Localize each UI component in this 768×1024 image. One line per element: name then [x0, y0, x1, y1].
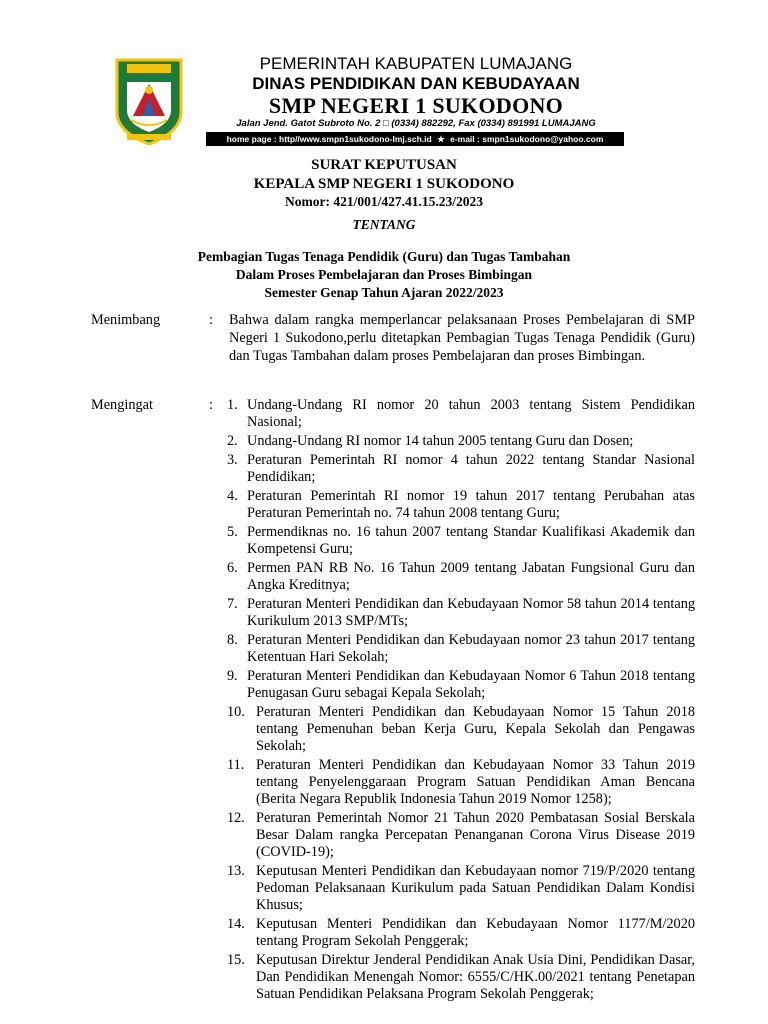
mengingat-label: Mengingat — [91, 397, 153, 413]
legal-basis-list — [227, 397, 695, 1005]
email-text: e-mail : smpn1sukodono@yahoo.com — [450, 134, 604, 144]
list-item: 11. Peraturan Menteri Pendidikan dan Kebudayaan Nomor 33 Tahun 2019 tentang Penyelenggaraan Program Satuan Pendidikan Aman Bencana (Berita Negara Republik Indonesia Tahun 2019 Nomor 1258); — [227, 757, 695, 807]
subject-line-2: Dalam Proses Pembelajaran dan Proses Bimbingan — [235, 267, 533, 282]
decree-issuer: KEPALA SMP NEGERI 1 SUKODONO — [253, 176, 515, 192]
decree-about-heading: TENTANG — [352, 217, 416, 232]
department-name: DINAS PENDIDIKAN DAN KEBUDAYAAN — [252, 74, 580, 93]
menimbang-text: Bahwa dalam rangka memperlancar pelaksanaan Proses Pembelajaran di SMP Negeri 1 Sukodono,perlu ditetapkan Pembagian Tugas Tenaga Pendidik (Guru) dan Tugas Tambahan dalam proses Pembelajaran dan proses Bimbingan. — [229, 312, 695, 364]
regency-emblem-logo — [113, 54, 185, 146]
list-item: 1. Undang-Undang RI nomor 20 tahun 2003 tentang Sistem Pendidikan Nasional; — [227, 397, 695, 430]
list-item: 3. Peraturan Pemerintah RI nomor 4 tahun 2022 tentang Standar Nasional Pendidikan; — [227, 452, 695, 485]
list-item: 6. Permen PAN RB No. 16 Tahun 2009 tentang Jabatan Fungsional Guru dan Angka Kreditnya; — [227, 560, 695, 593]
list-item: 14. Keputusan Menteri Pendidikan dan Kebudayaan Nomor 1177/M/2020 tentang Program Sekolah Penggerak; — [227, 916, 695, 949]
list-item: 9. Peraturan Menteri Pendidikan dan Kebudayaan Nomor 6 Tahun 2018 tentang Penugasan Guru sebagai Kepala Sekolah; — [227, 668, 695, 701]
decree-title: SURAT KEPUTUSAN — [311, 157, 457, 173]
menimbang-colon: : — [209, 312, 213, 328]
government-name: PEMERINTAH KABUPATEN LUMAJANG — [259, 54, 573, 73]
subject-line-1: Pembagian Tugas Tenaga Pendidik (Guru) dan Tugas Tambahan — [197, 249, 571, 264]
list-item: 12. Peraturan Pemerintah Nomor 21 Tahun 2020 Pembatasan Sosial Berskala Besar Dalam rangka Percepatan Penanganan Corona Virus Disease 2019 (COVID-19); — [227, 810, 695, 860]
menimbang-label: Menimbang — [91, 312, 161, 328]
subject-line-3: Semester Genap Tahun Ajaran 2022/2023 — [264, 285, 504, 300]
list-item: 15. Keputusan Direktur Jenderal Pendidikan Anak Usia Dini, Pendidikan Dasar, Dan Pendidikan Menengah Nomor: 6555/C/HK.00/2021 tentang Penetapan Satuan Pendidikan Pelaksana Program Sekolah Penggerak; — [227, 952, 695, 1002]
list-item: 5. Permendiknas no. 16 tahun 2007 tentang Standar Kualifikasi Akademik dan Kompetensi Guru; — [227, 524, 695, 557]
list-item: 4. Peraturan Pemerintah RI nomor 19 tahun 2017 tentang Perubahan atas Peraturan Pemerintah no. 74 tahun 2008 tentang Guru; — [227, 488, 695, 521]
contact-bar — [206, 132, 624, 146]
homepage-text: home page : http//www.smpn1sukodono-lmj.sch.id — [226, 134, 432, 144]
list-item: 8. Peraturan Menteri Pendidikan dan Kebudayaan nomor 23 tahun 2017 tentang Ketentuan Hari Sekolah; — [227, 632, 695, 665]
school-address: Jalan Jend. Gatot Subroto No. 2 □ (0334) 882292, Fax (0334) 891991 LUMAJANG — [236, 118, 596, 129]
decree-number: Nomor: 421/001/427.41.15.23/2023 — [285, 194, 483, 209]
list-item: 10. Peraturan Menteri Pendidikan dan Kebudayaan Nomor 15 Tahun 2018 tentang Pemenuhan beban Kerja Guru, Kepala Sekolah dan Pengawas Sekolah; — [227, 704, 695, 754]
mengingat-colon: : — [209, 397, 213, 413]
school-name: SMP NEGERI 1 SUKODONO — [268, 93, 564, 118]
list-item: 7. Peraturan Menteri Pendidikan dan Kebudayaan Nomor 58 tahun 2014 tentang Kurikulum 2013 SMP/MTs; — [227, 596, 695, 629]
list-item: 13. Keputusan Menteri Pendidikan dan Kebudayaan nomor 719/P/2020 tentang Pedoman Pelaksanaan Kurikulum pada Satuan Pendidikan Dalam Kondisi Khusus; — [227, 863, 695, 913]
star-separator-icon: ★ — [437, 134, 445, 144]
list-item: 2. Undang-Undang RI nomor 14 tahun 2005 tentang Guru dan Dosen; — [227, 433, 634, 449]
